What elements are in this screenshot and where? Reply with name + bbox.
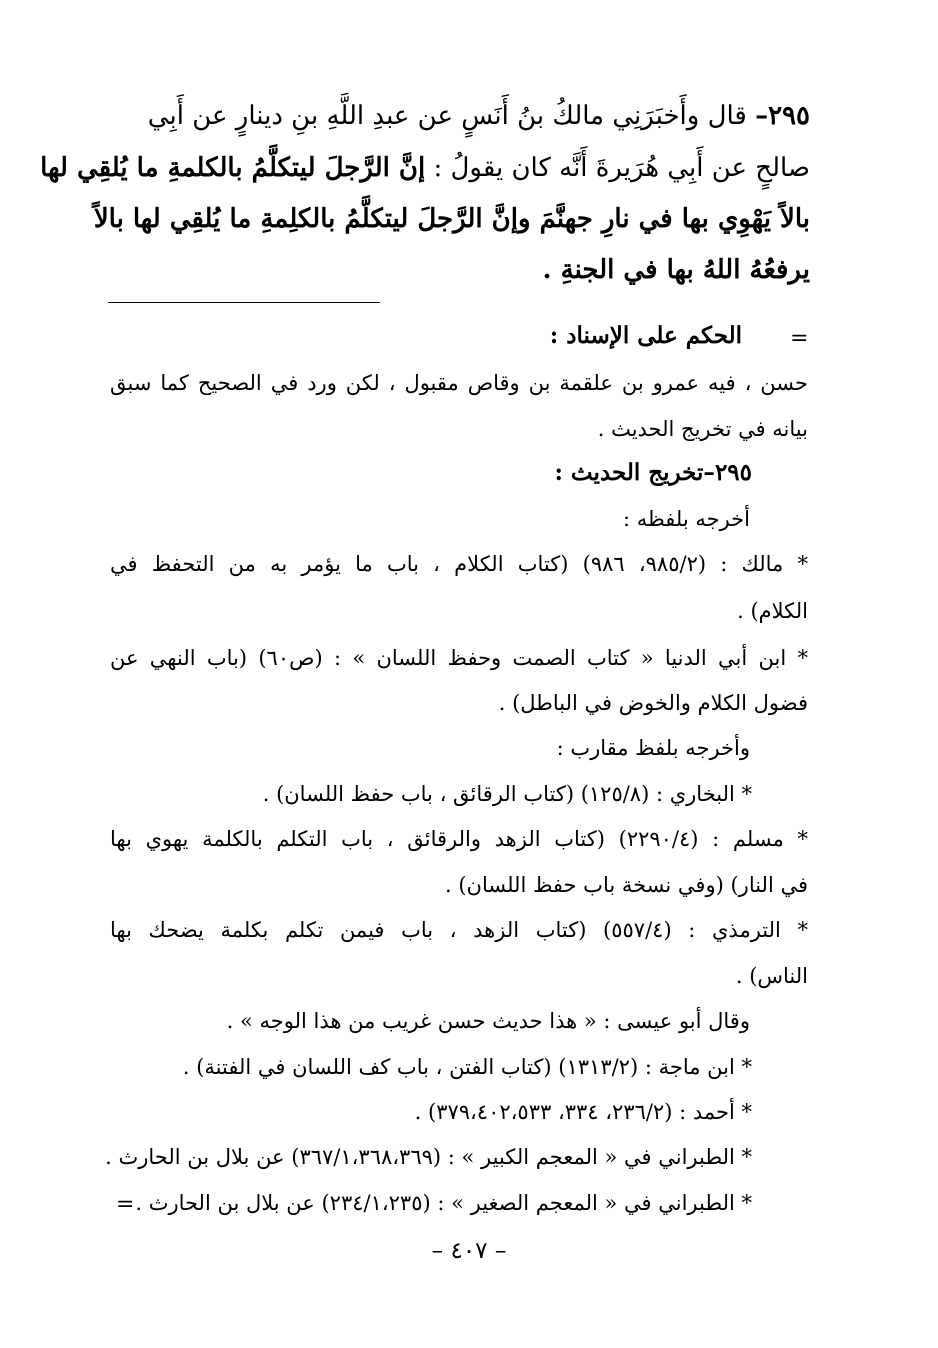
entry-tirmidhi-1: * الترمذي : (٥٥٧/٤) (كتاب الزهد ، باب فيمن تكلم بكلمة يضحك بها [110,918,808,942]
entry-tabarani-kabir: * الطبراني في « المعجم الكبير » : (٣٦٧/١،٣٦٨،٣٦٩) عن بلال بن الحارث . [105,1145,752,1169]
entry-ibn-majah: * ابن ماجة : (١٣١٣/٢) (كتاب الفتن ، باب كف اللسان في الفتنة) . [182,1055,752,1079]
entry-ibn-abi-dunya-2: فضول الكلام والخوض في الباطل) . [498,691,808,715]
entry-ahmad: * أحمد : (٢٣٦/٢، ٣٣٤، ٣٧٩،٤٠٢،٥٣٣) . [414,1100,752,1124]
ruling-heading: الحكم على الإسناد : [549,322,742,349]
takhrij-heading: ٢٩٥–تخريج الحديث : [554,459,752,486]
continuation-marker-top: = [790,326,809,351]
hadith-text-1: قال وأَخبَرَنِي مالكُ بنُ أَنَسٍ عن عبدِ اللَّهِ بنِ دينارٍ عن أَبِي [147,101,756,131]
entry-muslim-2: في النار) (وفي نسخة باب حفظ اللسان) . [445,873,808,897]
hadith-line-1 [110,100,810,133]
ruling-line-2: بيانه في تخريج الحديث . [597,417,808,441]
hadith-text-4: يرفعُهُ اللهُ بها في الجنةِ . [542,255,810,285]
entry-malik-1: * مالك : (٩٨٥/٢، ٩٨٦) (كتاب الكلام ، باب ما يؤمر به من التحفظ في [110,552,808,576]
abu-isa-comment: وقال أبو عيسى : « هذا حديث حسن غريب من هذا الوجه » . [226,1009,750,1033]
hadith-text-3: بالاً يَهْوِي بها في نارِ جهنَّمَ وإنَّ الرَّجلَ ليتكلَّمُ بالكلِمةِ ما يُلقِي لها بالاً [93,204,810,234]
takhrij-sub-2: وأخرجه بلفظ مقارب : [556,736,750,760]
hadith-line-2 [40,152,810,185]
hadith-text-2a: صالحٍ عن أَبِي هُرَيرةَ أَنَّه كان يقولُ : [425,153,810,183]
entry-tabarani-saghir: * الطبراني في « المعجم الصغير » : (٢٣٤/١،٢٣٥) عن بلال بن الحارث . [135,1191,752,1215]
entry-muslim-1: * مسلم : (٢٢٩٠/٤) (كتاب الزهد والرقائق ، باب التكلم بالكلمة يهوي بها [110,827,808,851]
hadith-line-3 [93,203,810,236]
takhrij-sub-1: أخرجه بلفظه : [623,507,750,531]
entry-tirmidhi-2: الناس) . [735,964,808,988]
hadith-line-4 [110,254,810,287]
section-divider [108,302,380,303]
hadith-text-2b: إنَّ الرَّجلَ ليتكلَّمُ بالكلمةِ ما يُلقِي لها [40,153,426,183]
entry-bukhari: * البخاري : (١٢٥/٨) (كتاب الرقائق ، باب حفظ اللسان) . [262,782,752,806]
hadith-number: ٢٩٥– [755,101,810,131]
entry-ibn-abi-dunya-1: * ابن أبي الدنيا « كتاب الصمت وحفظ اللسان » : (ص٦٠) (باب النهي عن [110,646,808,670]
ruling-line-1: حسن ، فيه عمرو بن علقمة بن وقاص مقبول ، لكن ورد في الصحيح كما سبق [110,371,808,395]
entry-malik-2: الكلام) . [737,599,808,623]
page-number: – ٤٠٧ – [431,1238,507,1264]
continuation-marker-bottom: = [116,1192,135,1217]
